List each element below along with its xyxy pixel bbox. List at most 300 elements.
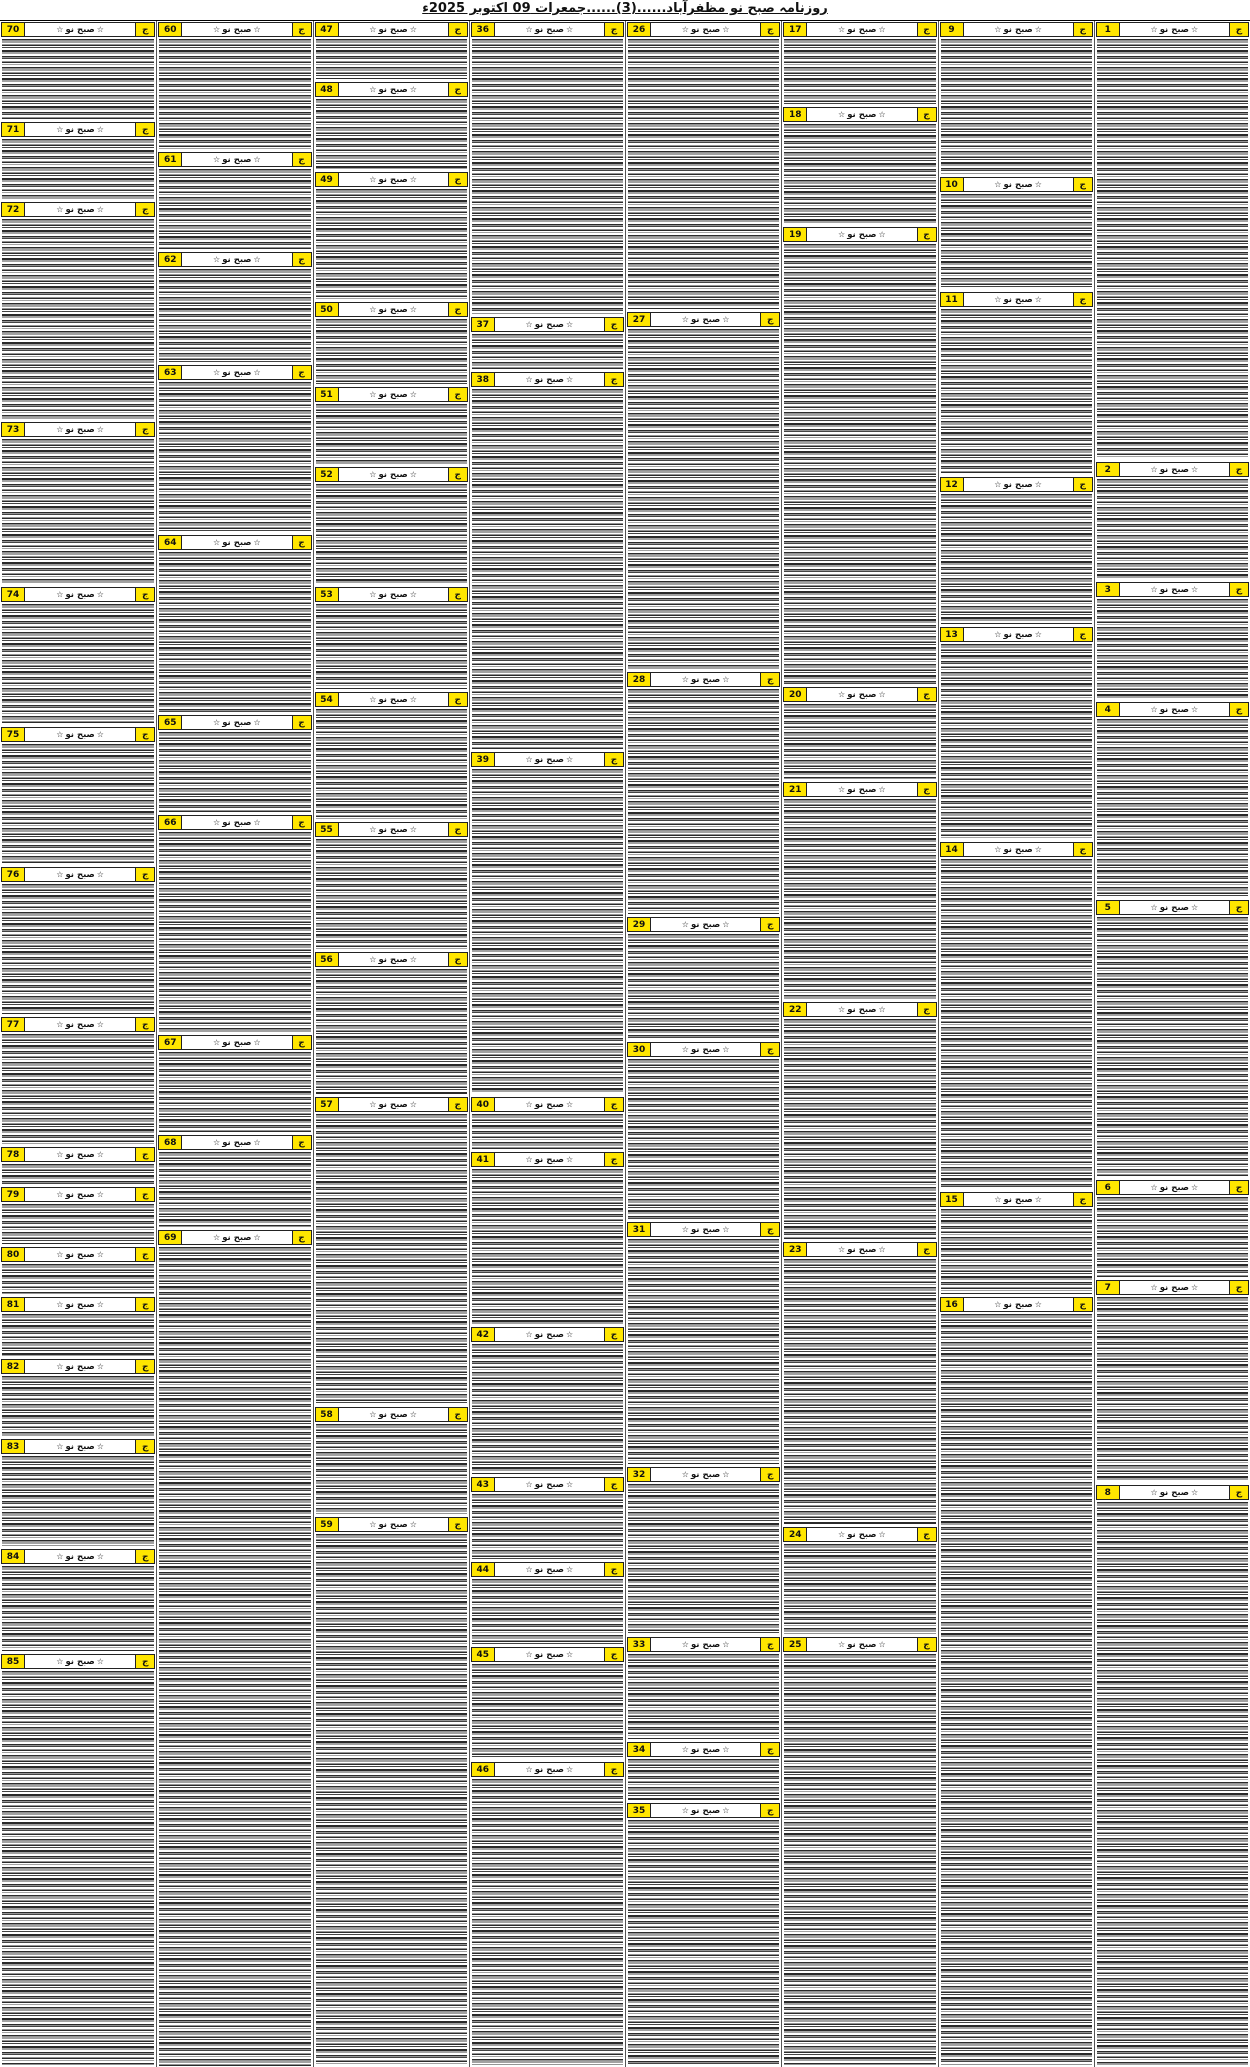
notice-brand-label	[339, 23, 448, 36]
notice-brand-label	[182, 1036, 291, 1049]
brand-logo-icon: ج	[760, 1804, 779, 1817]
star-icon: ☆	[838, 1530, 846, 1539]
notice-body-text	[316, 1534, 467, 2065]
brand-logo-icon: ج	[448, 468, 467, 481]
brand-logo-icon: ج	[1229, 901, 1248, 914]
star-icon: ☆	[1191, 1183, 1199, 1192]
star-icon: ☆	[994, 845, 1002, 854]
notice-item	[782, 226, 937, 686]
classified-ads-page	[0, 21, 1250, 2067]
notice-body-text	[472, 1169, 623, 1324]
star-icon: ☆	[878, 1245, 886, 1254]
notice-brand-label	[25, 588, 135, 601]
column-8	[0, 21, 156, 2067]
notice-brand-label	[495, 1763, 604, 1776]
brand-logo-icon: ج	[448, 23, 467, 36]
notice-item	[314, 1516, 469, 2067]
notice-header	[315, 82, 468, 97]
star-icon: ☆	[253, 718, 261, 727]
notice-number: 18	[784, 108, 807, 121]
notice-number: 45	[472, 1648, 495, 1661]
notice-header	[627, 917, 780, 932]
notice-body-text	[784, 799, 935, 999]
notice-number: 57	[316, 1098, 339, 1111]
notice-header	[315, 172, 468, 187]
notice-header	[1096, 702, 1249, 717]
notice-brand-label	[495, 373, 604, 386]
brand-logo-icon: ج	[292, 366, 311, 379]
notice-number: 68	[159, 1136, 182, 1149]
star-icon: ☆	[878, 785, 886, 794]
notice-item	[626, 21, 781, 311]
notice-body-text	[2, 1204, 154, 1244]
notice-item	[157, 151, 312, 251]
star-icon: ☆	[1150, 903, 1158, 912]
star-icon: ☆	[566, 1100, 574, 1109]
notice-header	[471, 1562, 624, 1577]
notice-item	[470, 751, 625, 1096]
notice-item	[470, 1761, 625, 2067]
brand-name: صبح نو	[65, 1190, 95, 1200]
brand-logo-icon: ج	[135, 423, 154, 436]
brand-logo-icon: ج	[135, 868, 154, 881]
star-icon: ☆	[369, 390, 377, 399]
notice-item	[626, 1636, 781, 1741]
notice-body-text	[472, 769, 623, 1094]
notice-number: 27	[628, 313, 651, 326]
brand-logo-icon: ج	[917, 23, 936, 36]
notice-number: 16	[941, 1298, 964, 1311]
brand-logo-icon: ج	[292, 253, 311, 266]
star-icon: ☆	[1191, 585, 1199, 594]
notice-number: 58	[316, 1408, 339, 1421]
notice-item	[470, 1151, 625, 1326]
brand-name: صبح نو	[222, 1138, 252, 1148]
notice-brand-label	[651, 1043, 760, 1056]
notice-header	[471, 1647, 624, 1662]
brand-name: صبح نو	[65, 1657, 95, 1667]
star-icon: ☆	[1034, 1300, 1042, 1309]
star-icon: ☆	[253, 155, 261, 164]
star-icon: ☆	[722, 1745, 730, 1754]
star-icon: ☆	[213, 1038, 221, 1047]
notice-number: 42	[472, 1328, 495, 1341]
notice-body-text	[159, 1152, 310, 1227]
notice-item	[939, 841, 1094, 1191]
brand-name: صبح نو	[222, 818, 252, 828]
notice-header	[1096, 462, 1249, 477]
notice-header	[315, 22, 468, 37]
notice-body-text	[2, 1264, 154, 1294]
star-icon: ☆	[681, 1745, 689, 1754]
brand-name: صبح نو	[1003, 480, 1033, 490]
notice-item	[939, 1296, 1094, 2067]
notice-number: 10	[941, 178, 964, 191]
notice-body-text	[2, 884, 154, 1014]
brand-name: صبح نو	[222, 25, 252, 35]
notice-brand-label	[651, 1743, 760, 1756]
notice-number: 25	[784, 1638, 807, 1651]
notice-header	[471, 1762, 624, 1777]
notice-header	[1, 1439, 155, 1454]
notice-number: 28	[628, 673, 651, 686]
notice-header	[471, 1097, 624, 1112]
notice-number: 43	[472, 1478, 495, 1491]
brand-name: صبح نو	[65, 425, 95, 435]
notice-body-text	[2, 1456, 154, 1546]
brand-logo-icon: ج	[1073, 628, 1092, 641]
brand-logo-icon: ج	[760, 918, 779, 931]
notice-item	[0, 201, 156, 421]
brand-name: صبح نو	[222, 155, 252, 165]
brand-logo-icon: ج	[448, 588, 467, 601]
notice-body-text	[941, 1314, 1092, 2065]
brand-name: صبح نو	[65, 1150, 95, 1160]
notice-number: 52	[316, 468, 339, 481]
brand-name: صبح نو	[690, 1806, 721, 1816]
star-icon: ☆	[369, 470, 377, 479]
notice-body-text	[472, 1494, 623, 1559]
notice-item	[157, 714, 312, 814]
notice-brand-label	[651, 1804, 760, 1817]
notice-header	[1, 587, 155, 602]
star-icon: ☆	[56, 1250, 64, 1259]
notice-brand-label	[807, 1638, 916, 1651]
notice-body-text	[1097, 1197, 1248, 1277]
brand-name: صبح نو	[847, 25, 877, 35]
brand-name: صبح نو	[222, 1038, 252, 1048]
notice-item	[0, 21, 156, 121]
brand-name: صبح نو	[378, 305, 408, 315]
star-icon: ☆	[369, 85, 377, 94]
star-icon: ☆	[722, 675, 730, 684]
notice-number: 80	[2, 1248, 25, 1261]
notice-header	[940, 1297, 1093, 1312]
column-3	[781, 21, 937, 2067]
notice-brand-label	[25, 123, 135, 136]
star-icon: ☆	[566, 25, 574, 34]
star-icon: ☆	[96, 1250, 104, 1259]
brand-name: صبح نو	[378, 1520, 408, 1530]
notice-brand-label	[339, 173, 448, 186]
notice-item	[314, 386, 469, 466]
star-icon: ☆	[878, 110, 886, 119]
notice-brand-label	[964, 843, 1073, 856]
notice-brand-label	[339, 83, 448, 96]
star-icon: ☆	[56, 1020, 64, 1029]
notice-body-text	[159, 1247, 310, 2067]
notice-header	[783, 1527, 936, 1542]
brand-name: صبح نو	[1159, 1183, 1190, 1193]
notice-number: 62	[159, 253, 182, 266]
star-icon: ☆	[681, 25, 689, 34]
brand-name: صبح نو	[847, 1245, 877, 1255]
notice-body-text	[784, 39, 935, 104]
star-icon: ☆	[1150, 1283, 1158, 1292]
brand-name: صبح نو	[847, 230, 877, 240]
brand-name: صبح نو	[65, 25, 95, 35]
brand-logo-icon: ج	[448, 388, 467, 401]
brand-name: صبح نو	[690, 920, 721, 930]
notice-brand-label	[339, 823, 448, 836]
notice-body-text	[784, 1654, 935, 2065]
notice-brand-label	[339, 388, 448, 401]
notice-item	[314, 951, 469, 1096]
notice-brand-label	[1120, 1181, 1229, 1194]
notice-item	[470, 1096, 625, 1151]
notice-item	[0, 1246, 156, 1296]
star-icon: ☆	[681, 675, 689, 684]
notice-brand-label	[807, 1528, 916, 1541]
brand-logo-icon: ج	[448, 823, 467, 836]
star-icon: ☆	[681, 315, 689, 324]
star-icon: ☆	[1034, 480, 1042, 489]
notice-number: 36	[472, 23, 495, 36]
brand-name: صبح نو	[378, 470, 408, 480]
notice-header	[1096, 1485, 1249, 1500]
notice-number: 48	[316, 83, 339, 96]
brand-name: صبح نو	[222, 718, 252, 728]
star-icon: ☆	[253, 1038, 261, 1047]
notice-body-text	[159, 269, 310, 362]
brand-logo-icon: ج	[135, 1188, 154, 1201]
notice-brand-label	[964, 478, 1073, 491]
notice-number: 82	[2, 1360, 25, 1373]
star-icon: ☆	[566, 1765, 574, 1774]
notice-body-text	[2, 1164, 154, 1184]
star-icon: ☆	[253, 25, 261, 34]
brand-logo-icon: ج	[917, 1528, 936, 1541]
brand-logo-icon: ج	[292, 1036, 311, 1049]
notice-number: 84	[2, 1550, 25, 1563]
notice-body-text	[2, 439, 154, 584]
notice-item	[939, 626, 1094, 841]
brand-name: صبح نو	[65, 125, 95, 135]
notice-header	[1, 727, 155, 742]
brand-name: صبح نو	[847, 110, 877, 120]
star-icon: ☆	[96, 730, 104, 739]
notice-header	[1, 422, 155, 437]
brand-logo-icon: ج	[917, 783, 936, 796]
notice-number: 47	[316, 23, 339, 36]
notice-number: 21	[784, 783, 807, 796]
star-icon: ☆	[409, 470, 417, 479]
notice-brand-label	[25, 728, 135, 741]
notice-header	[158, 152, 311, 167]
brand-name: صبح نو	[222, 1233, 252, 1243]
star-icon: ☆	[525, 1100, 533, 1109]
notice-item	[314, 1406, 469, 1516]
notice-body-text	[628, 329, 779, 669]
notice-body-text	[316, 709, 467, 819]
star-icon: ☆	[878, 230, 886, 239]
brand-name: صبح نو	[690, 1470, 721, 1480]
brand-logo-icon: ج	[1229, 463, 1248, 476]
brand-logo-icon: ج	[292, 153, 311, 166]
star-icon: ☆	[56, 590, 64, 599]
star-icon: ☆	[56, 870, 64, 879]
notice-number: 73	[2, 423, 25, 436]
brand-name: صبح نو	[378, 590, 408, 600]
notice-item	[782, 1526, 937, 1636]
notice-body-text	[316, 839, 467, 949]
masthead	[0, 0, 1250, 21]
notice-header	[1, 22, 155, 37]
notice-brand-label	[964, 1298, 1073, 1311]
notice-body-text	[784, 1544, 935, 1634]
star-icon: ☆	[56, 1657, 64, 1666]
star-icon: ☆	[213, 818, 221, 827]
brand-name: صبح نو	[534, 755, 565, 765]
star-icon: ☆	[369, 305, 377, 314]
star-icon: ☆	[369, 175, 377, 184]
star-icon: ☆	[1150, 1488, 1158, 1497]
brand-logo-icon: ج	[135, 1440, 154, 1453]
brand-logo-icon: ج	[448, 1408, 467, 1421]
notice-brand-label	[495, 1328, 604, 1341]
notice-brand-label	[339, 468, 448, 481]
notice-body-text	[628, 1820, 779, 2065]
notice-body-text	[628, 934, 779, 1039]
brand-logo-icon: ج	[448, 173, 467, 186]
star-icon: ☆	[253, 1233, 261, 1242]
notice-number: 4	[1097, 703, 1120, 716]
brand-logo-icon: ج	[1073, 178, 1092, 191]
notice-item	[782, 1241, 937, 1526]
notice-item	[0, 1296, 156, 1358]
notice-item	[157, 1034, 312, 1134]
notice-brand-label	[339, 303, 448, 316]
brand-logo-icon: ج	[604, 753, 623, 766]
star-icon: ☆	[409, 305, 417, 314]
star-icon: ☆	[722, 1470, 730, 1479]
notice-item	[626, 1741, 781, 1802]
notice-number: 78	[2, 1148, 25, 1161]
brand-logo-icon: ج	[760, 1043, 779, 1056]
notice-item	[1095, 701, 1250, 899]
notice-brand-label	[25, 23, 135, 36]
notice-brand-label	[807, 1003, 916, 1016]
notice-body-text	[316, 39, 467, 79]
brand-logo-icon: ج	[448, 953, 467, 966]
notice-body-text	[941, 644, 1092, 839]
notice-body-text	[628, 1484, 779, 1634]
notice-header	[1, 1359, 155, 1374]
notice-number: 24	[784, 1528, 807, 1541]
brand-logo-icon: ج	[1229, 1486, 1248, 1499]
notice-header	[1, 202, 155, 217]
notice-header	[315, 1517, 468, 1532]
star-icon: ☆	[1150, 705, 1158, 714]
star-icon: ☆	[722, 1640, 730, 1649]
brand-logo-icon: ج	[604, 373, 623, 386]
notice-item	[782, 1001, 937, 1241]
notice-body-text	[316, 99, 467, 169]
notice-body-text	[472, 39, 623, 314]
star-icon: ☆	[878, 690, 886, 699]
notice-header	[315, 822, 468, 837]
notice-brand-label	[807, 108, 916, 121]
notice-body-text	[316, 484, 467, 584]
star-icon: ☆	[1034, 25, 1042, 34]
star-icon: ☆	[525, 1155, 533, 1164]
brand-logo-icon: ج	[135, 588, 154, 601]
star-icon: ☆	[1034, 1195, 1042, 1204]
notice-number: 61	[159, 153, 182, 166]
brand-logo-icon: ج	[135, 123, 154, 136]
notice-header	[158, 1230, 311, 1245]
brand-name: صبح نو	[1003, 1195, 1033, 1205]
notice-header	[1096, 1280, 1249, 1295]
brand-logo-icon: ج	[917, 688, 936, 701]
star-icon: ☆	[1191, 1488, 1199, 1497]
brand-logo-icon: ج	[760, 1638, 779, 1651]
brand-logo-icon: ج	[760, 313, 779, 326]
notice-body-text	[316, 969, 467, 1094]
notice-item	[626, 1041, 781, 1221]
star-icon: ☆	[369, 825, 377, 834]
brand-name: صبح نو	[534, 1100, 565, 1110]
notice-item	[157, 534, 312, 714]
notice-body-text	[159, 382, 310, 532]
notice-brand-label	[182, 1231, 291, 1244]
notice-item	[470, 1561, 625, 1646]
notice-brand-label	[25, 1188, 135, 1201]
notice-brand-label	[651, 23, 760, 36]
notice-header	[940, 477, 1093, 492]
notice-body-text	[316, 1114, 467, 1404]
brand-name: صبح نو	[65, 590, 95, 600]
star-icon: ☆	[56, 425, 64, 434]
notice-body-text	[159, 1052, 310, 1132]
notice-brand-label	[1120, 901, 1229, 914]
notice-header	[158, 1135, 311, 1150]
brand-logo-icon: ج	[760, 673, 779, 686]
notice-number: 23	[784, 1243, 807, 1256]
notice-item	[0, 1653, 156, 2067]
brand-logo-icon: ج	[135, 1018, 154, 1031]
notice-brand-label	[964, 178, 1073, 191]
star-icon: ☆	[96, 1020, 104, 1029]
notice-header	[1, 1247, 155, 1262]
notice-body-text	[1097, 1502, 1248, 2065]
brand-name: صبح نو	[1003, 845, 1033, 855]
brand-name: صبح نو	[65, 1250, 95, 1260]
notice-header	[627, 672, 780, 687]
star-icon: ☆	[369, 1100, 377, 1109]
notice-item	[939, 291, 1094, 476]
notice-header	[940, 292, 1093, 307]
notice-item	[157, 21, 312, 151]
notice-number: 72	[2, 203, 25, 216]
brand-name: صبح نو	[534, 1480, 565, 1490]
star-icon: ☆	[213, 718, 221, 727]
star-icon: ☆	[994, 480, 1002, 489]
star-icon: ☆	[213, 25, 221, 34]
notice-header	[315, 1097, 468, 1112]
notice-body-text	[472, 1344, 623, 1474]
notice-number: 41	[472, 1153, 495, 1166]
notice-brand-label	[339, 1408, 448, 1421]
brand-logo-icon: ج	[1229, 1181, 1248, 1194]
notice-number: 83	[2, 1440, 25, 1453]
notice-header	[783, 227, 936, 242]
star-icon: ☆	[96, 1150, 104, 1159]
notice-body-text	[2, 604, 154, 724]
notice-item	[314, 301, 469, 386]
notice-brand-label	[25, 1298, 135, 1311]
notice-body-text	[784, 1259, 935, 1524]
